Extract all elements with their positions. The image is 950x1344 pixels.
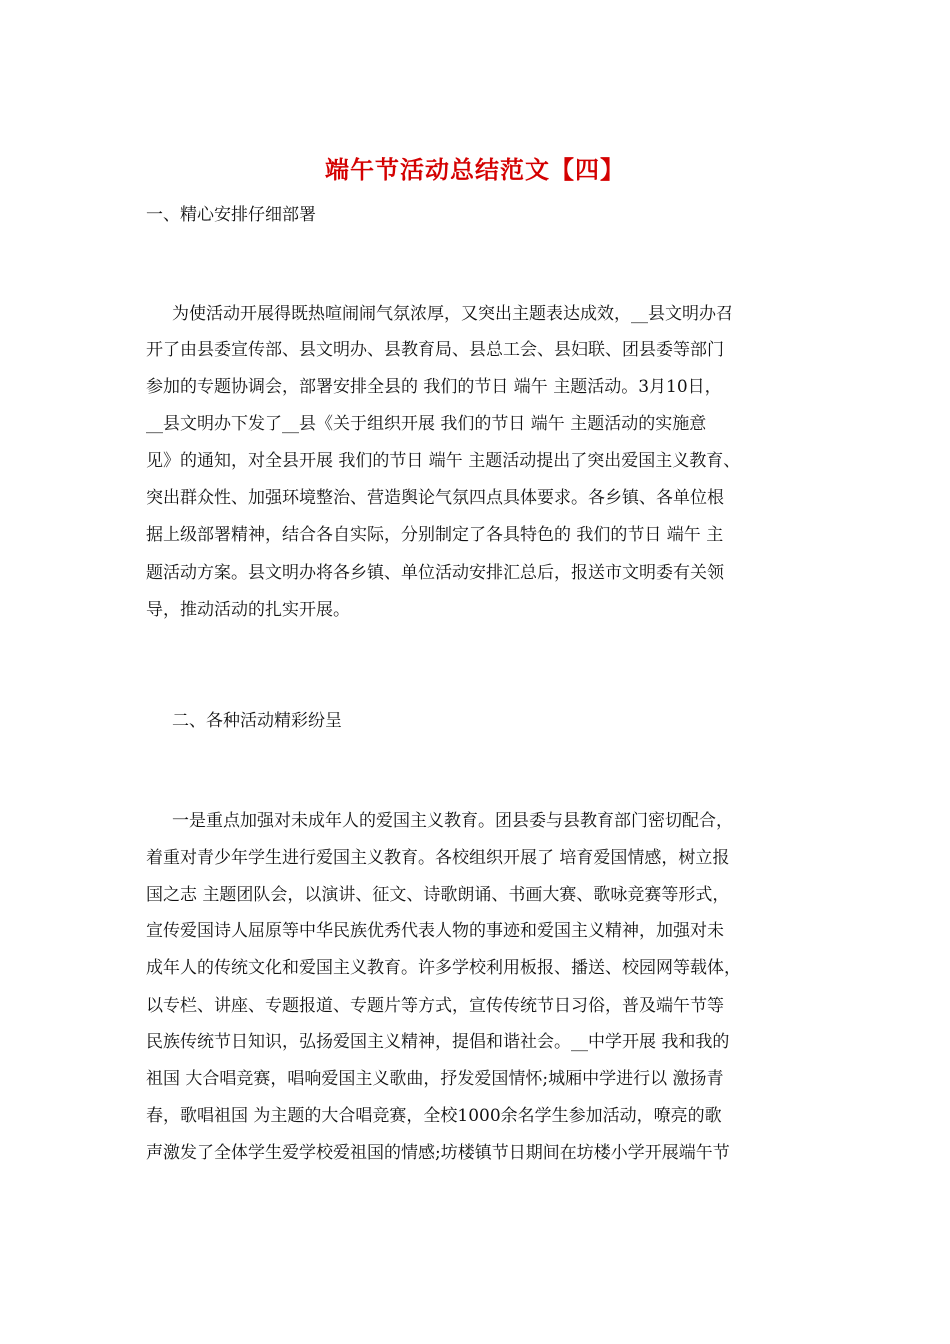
paragraph-line: 据上级部署精神，结合各自实际，分别制定了各具特色的 我们的节日 端午 主	[146, 525, 724, 545]
section-2-heading: 二、各种活动精彩纷呈	[172, 711, 342, 731]
paragraph-line: 声激发了全体学生爱学校爱祖国的情感;坊楼镇节日期间在坊楼小学开展端午节	[146, 1143, 730, 1163]
paragraph-line: 以专栏、讲座、专题报道、专题片等方式，宣传传统节日习俗，普及端午节等	[146, 996, 724, 1016]
paragraph-line: 一是重点加强对未成年人的爱国主义教育。团县委与县教育部门密切配合，	[172, 811, 733, 831]
paragraph-line: 国之志 主题团队会，以演讲、征文、诗歌朗诵、书画大赛、歌咏竞赛等形式，	[146, 885, 730, 905]
paragraph-line: 见》的通知，对全县开展 我们的节日 端午 主题活动提出了突出爱国主义教育、	[146, 451, 741, 471]
paragraph-line: 春，歌唱祖国 为主题的大合唱竞赛，全校1000余名学生参加活动，嘹亮的歌	[146, 1106, 722, 1126]
paragraph-line: 成年人的传统文化和爱国主义教育。许多学校利用板报、播送、校园网等载体，	[146, 958, 741, 978]
paragraph-line: 题活动方案。县文明办将各乡镇、单位活动安排汇总后，报送市文明委有关领	[146, 563, 724, 583]
paragraph-line: 祖国 大合唱竞赛，唱响爱国主义歌曲，抒发爱国情怀;城厢中学进行以 激扬青	[146, 1069, 724, 1089]
paragraph-line: 着重对青少年学生进行爱国主义教育。各校组织开展了 培育爱国情感，树立报	[146, 848, 730, 868]
paragraph-line: 参加的专题协调会，部署安排全县的 我们的节日 端午 主题活动。3月10日，	[146, 377, 722, 397]
section-1-heading: 一、精心安排仔细部署	[146, 205, 316, 225]
paragraph-line: 导，推动活动的扎实开展。	[146, 600, 350, 620]
paragraph-line: 为使活动开展得既热喧闹闹气氛浓厚，又突出主题表达成效，__县文明办召	[172, 304, 733, 324]
paragraph-line: 宣传爱国诗人屈原等中华民族优秀代表人物的事迹和爱国主义精神，加强对未	[146, 921, 724, 941]
paragraph-line: __县文明办下发了__县《关于组织开展 我们的节日 端午 主题活动的实施意	[146, 414, 707, 434]
paragraph-line: 突出群众性、加强环境整治、营造舆论气氛四点具体要求。各乡镇、各单位根	[146, 488, 724, 508]
paragraph-line: 民族传统节日知识，弘扬爱国主义精神，提倡和谐社会。__中学开展 我和我的	[146, 1032, 730, 1052]
document-title: 端午节活动总结范文【四】	[325, 155, 625, 184]
paragraph-line: 开了由县委宣传部、县文明办、县教育局、县总工会、县妇联、团县委等部门	[146, 340, 724, 360]
